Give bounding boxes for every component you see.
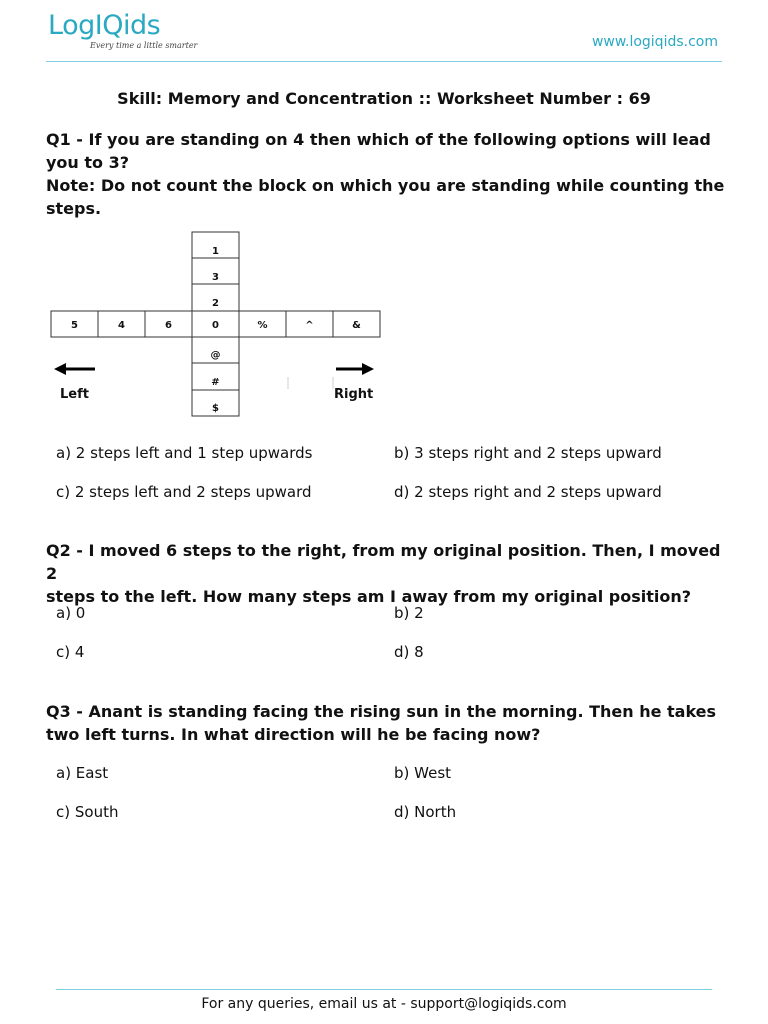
question-2	[46, 539, 726, 608]
right-arrow-icon	[336, 363, 374, 375]
q2-option-d[interactable]: d) 8	[394, 643, 424, 661]
question-1-line-1: Q1 - If you are standing on 4 then which of the following options will lead	[46, 130, 711, 149]
question-3-line-2: two left turns. In what direction will he be facing now?	[46, 725, 541, 744]
q2-option-a[interactable]: a) 0	[56, 604, 86, 622]
grid-cell-label: 5	[71, 320, 78, 331]
q1-option-b[interactable]: b) 3 steps right and 2 steps upward	[394, 444, 662, 462]
q3-option-b[interactable]: b) West	[394, 764, 452, 782]
grid-cell-label: 3	[212, 272, 219, 283]
grid-cell-label: @	[210, 350, 221, 361]
left-label: Left	[60, 387, 89, 402]
grid-cell-label: 4	[118, 320, 125, 331]
question-3-line-1: Q3 - Anant is standing facing the rising sun in the morning. Then he takes	[46, 702, 717, 721]
worksheet-title: Skill: Memory and Concentration :: Worksheet Number : 69	[117, 89, 651, 108]
q1-option-c[interactable]: c) 2 steps left and 2 steps upward	[56, 483, 312, 501]
grid-cell-label: #	[211, 377, 220, 388]
grid-cell-label: &	[352, 320, 361, 331]
left-arrow-icon	[54, 363, 95, 375]
q3-option-a[interactable]: a) East	[56, 764, 109, 782]
question-3	[46, 700, 726, 746]
site-url-link[interactable]: www.logiqids.com	[591, 34, 718, 50]
grid-cell-label: 6	[165, 320, 172, 331]
question-2-line-1: Q2 - I moved 6 steps to the right, from my original position. Then, I moved 2	[46, 541, 721, 583]
logo-text: LogIQids	[48, 10, 161, 41]
question-2-line-2: steps to the left. How many steps am I away from my original position?	[46, 587, 691, 606]
question-1-note-line-2: steps.	[46, 199, 102, 218]
grid-cell-label: 0	[212, 320, 219, 331]
q3-option-d[interactable]: d) North	[394, 803, 457, 821]
q2-option-b[interactable]: b) 2	[394, 604, 424, 622]
q2-option-c[interactable]: c) 4	[56, 643, 85, 661]
question-1-note-line-1: Note: Do not count the block on which you are standing while counting the	[46, 176, 725, 195]
grid-cell-label: 2	[212, 298, 219, 309]
q3-option-c[interactable]: c) South	[56, 803, 119, 821]
footer-divider	[56, 989, 712, 990]
right-label: Right	[334, 387, 374, 402]
footer-contact: For any queries, email us at - support@logiqids.com	[201, 996, 567, 1012]
grid-cell-label: %	[257, 320, 268, 331]
q1-option-d[interactable]: d) 2 steps right and 2 steps upward	[394, 483, 662, 501]
logo-tagline: Every time a little smarter	[90, 41, 198, 50]
q1-option-a[interactable]: a) 2 steps left and 1 step upwards	[56, 444, 313, 462]
grid-cell-label: ^	[305, 320, 314, 331]
grid-cell-label: $	[212, 403, 219, 414]
question-1-line-2: you to 3?	[46, 153, 130, 172]
grid-cell-label: 1	[212, 246, 219, 257]
